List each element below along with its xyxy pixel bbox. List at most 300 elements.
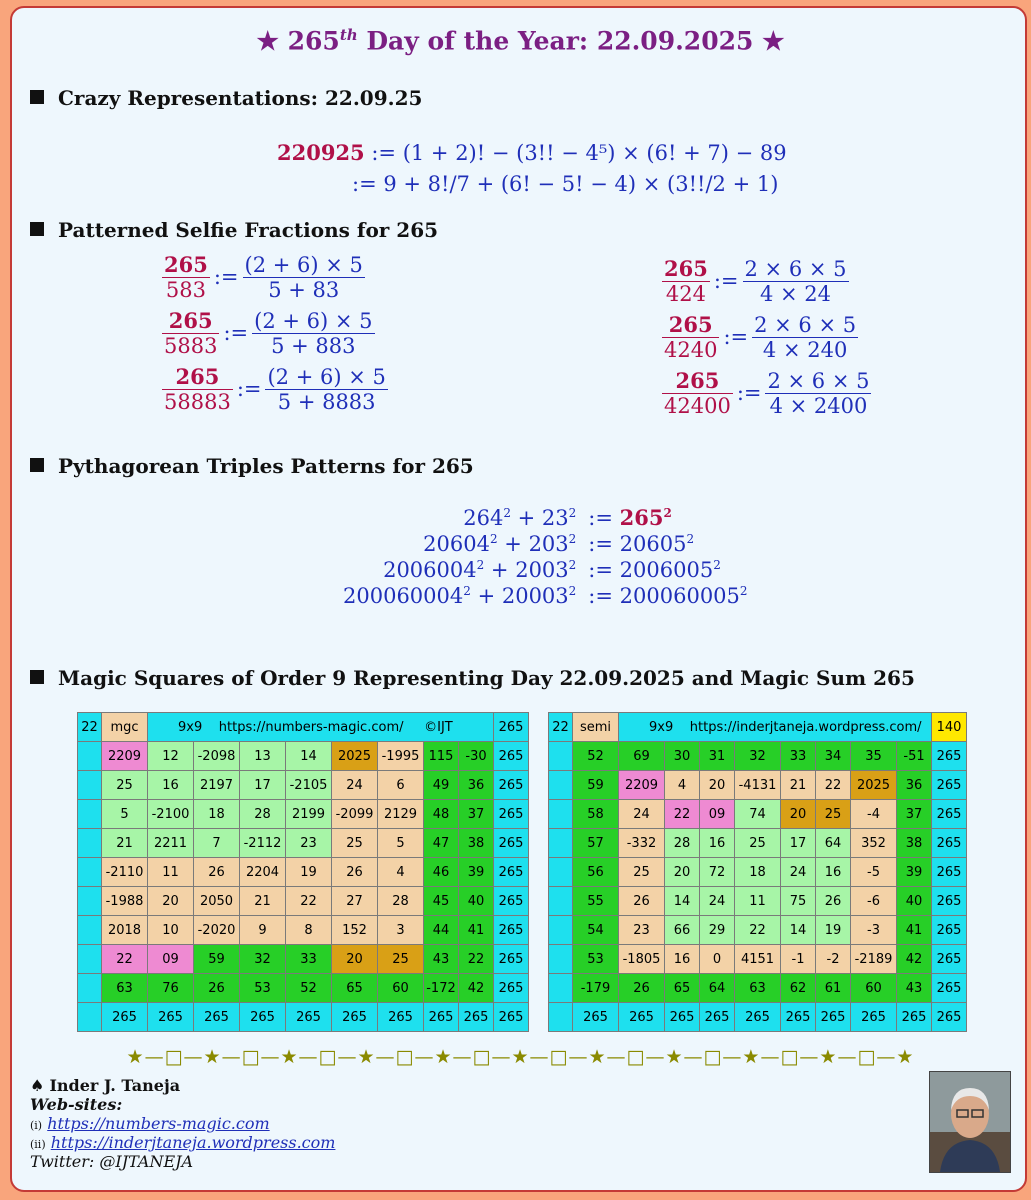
col-sum-cell: 265 <box>148 1003 194 1032</box>
square-row <box>78 771 529 800</box>
square-cell: 18 <box>194 800 240 829</box>
square-cell: 16 <box>148 771 194 800</box>
author-photo <box>929 1071 1011 1173</box>
square-cell: 22 <box>665 800 700 829</box>
square-cell: 39 <box>459 858 494 887</box>
left-margin-cell <box>78 945 102 974</box>
column-sum-row <box>78 1003 529 1032</box>
square-row <box>549 916 967 945</box>
square-cell: 58 <box>573 800 619 829</box>
square-cell: 64 <box>700 974 735 1003</box>
square-cell: 41 <box>897 916 932 945</box>
row-sum-cell: 265 <box>494 974 529 1003</box>
left-margin-cell <box>549 771 573 800</box>
square-cell: 25 <box>619 858 665 887</box>
square-cell: 65 <box>665 974 700 1003</box>
square-cell: 20 <box>665 858 700 887</box>
square-cell: 6 <box>378 771 424 800</box>
col-sum-cell: 265 <box>286 1003 332 1032</box>
square-cell: -2100 <box>148 800 194 829</box>
row-sum-cell: 265 <box>932 771 967 800</box>
square-row <box>549 829 967 858</box>
assign-symbol: := <box>236 377 262 401</box>
col-sum-cell: 265 <box>424 1003 459 1032</box>
row-sum-cell: 265 <box>494 887 529 916</box>
square-cell: 2209 <box>619 771 665 800</box>
square-cell: 43 <box>897 974 932 1003</box>
assign-symbol: := <box>723 325 749 349</box>
crazy-line-1: 220925 := (1 + 2)! − (3!! − 4⁵) × (6! + 7) − 89 <box>277 140 787 165</box>
left-margin-cell <box>549 858 573 887</box>
square-cell: 53 <box>573 945 619 974</box>
section-crazy-heading: Crazy Representations: 22.09.25 <box>30 86 422 110</box>
left-margin-cell <box>549 829 573 858</box>
pyth-lhs: $20604^2 + 203^2$ <box>423 532 577 556</box>
magic-square-1 <box>77 712 529 1032</box>
website-1-link[interactable]: https://numbers-magic.com <box>47 1114 270 1133</box>
square-cell: 59 <box>194 945 240 974</box>
square-cell: 22 <box>459 945 494 974</box>
square-cell: 29 <box>700 916 735 945</box>
left-margin-cell <box>78 742 102 771</box>
square-cell: 46 <box>424 858 459 887</box>
section-selfie-heading: Patterned Selfie Fractions for 265 <box>30 218 438 242</box>
square-cell: 17 <box>240 771 286 800</box>
square-cell: 13 <box>240 742 286 771</box>
header-cell: 9x9 https://inderjtaneja.wordpress.com/ <box>619 713 932 742</box>
row-sum-cell: 265 <box>932 858 967 887</box>
left-margin-cell <box>78 916 102 945</box>
row-sum-cell: 265 <box>932 945 967 974</box>
square-cell: 11 <box>148 858 194 887</box>
square-cell: 7 <box>194 829 240 858</box>
square-cell: -2112 <box>240 829 286 858</box>
assign-symbol: := <box>223 321 249 345</box>
col-sum-cell: 265 <box>194 1003 240 1032</box>
square-cell: 22 <box>286 887 332 916</box>
square-cell: 63 <box>735 974 781 1003</box>
square-cell: 35 <box>851 742 897 771</box>
assign-symbol: := <box>736 381 762 405</box>
square-cell: 2025 <box>851 771 897 800</box>
square-cell: -1988 <box>102 887 148 916</box>
row-sum-cell: 265 <box>932 829 967 858</box>
square-cell: 2209 <box>102 742 148 771</box>
square-cell: -2020 <box>194 916 240 945</box>
square-cell: 11 <box>735 887 781 916</box>
square-cell: 30 <box>665 742 700 771</box>
fraction-row <box>662 368 922 424</box>
bullet-square-icon <box>30 222 44 236</box>
pyth-rhs: := $2006005^2$ <box>588 558 721 582</box>
square-row <box>549 945 967 974</box>
tag-cell: semi <box>573 713 619 742</box>
left-margin-cell <box>78 1003 102 1032</box>
header-cell: 9x9 https://numbers-magic.com/ ©IJT <box>148 713 494 742</box>
square-cell: 66 <box>665 916 700 945</box>
square-cell: -1 <box>781 945 816 974</box>
col-sum-cell: 265 <box>665 1003 700 1032</box>
row-sum-cell: 265 <box>494 858 529 887</box>
square-cell: 54 <box>573 916 619 945</box>
square-row <box>549 800 967 829</box>
left-margin-cell <box>78 829 102 858</box>
square-cell: 2018 <box>102 916 148 945</box>
square-cell: 57 <box>573 829 619 858</box>
fraction-rhs: $\frac{2 \times 6 \times 5}{4 \times 2400}$ <box>767 368 870 418</box>
fraction-rhs: $\frac{(2 + 6) \times 5}{5 + 883}$ <box>254 308 373 358</box>
square-cell: -2098 <box>194 742 240 771</box>
left-margin-cell <box>549 800 573 829</box>
website-1: (i) https://numbers-magic.com <box>30 1114 270 1133</box>
square-cell: 24 <box>332 771 378 800</box>
column-sum-row <box>549 1003 967 1032</box>
square-cell: 18 <box>735 858 781 887</box>
square-cell: -30 <box>459 742 494 771</box>
fraction-row <box>162 308 422 364</box>
square-cell: 60 <box>378 974 424 1003</box>
square-cell: 75 <box>781 887 816 916</box>
square-cell: 72 <box>700 858 735 887</box>
square-cell: 20 <box>700 771 735 800</box>
square-cell: -2105 <box>286 771 332 800</box>
col-sum-cell: 265 <box>240 1003 286 1032</box>
magic-square-2 <box>548 712 967 1032</box>
fraction-lhs: $\frac{265}{5883}$ <box>164 308 218 358</box>
square-cell: 115 <box>424 742 459 771</box>
square-cell: 43 <box>424 945 459 974</box>
square-cell: 2129 <box>378 800 424 829</box>
fractions-right <box>662 256 922 424</box>
square-cell: 22 <box>735 916 781 945</box>
square-cell: 2050 <box>194 887 240 916</box>
bullet-square-icon <box>30 670 44 684</box>
section-pyth-heading: Pythagorean Triples Patterns for 265 <box>30 454 474 478</box>
square-cell: 37 <box>459 800 494 829</box>
square-row <box>549 742 967 771</box>
square-cell: 44 <box>424 916 459 945</box>
fraction-row <box>662 256 922 312</box>
square-cell: 38 <box>897 829 932 858</box>
square-row <box>78 887 529 916</box>
fraction-lhs: $\frac{265}{4240}$ <box>664 312 718 362</box>
square-cell: 22 <box>102 945 148 974</box>
row-sum-cell: 265 <box>494 742 529 771</box>
square-row <box>78 742 529 771</box>
square-cell: 14 <box>286 742 332 771</box>
square-row <box>549 974 967 1003</box>
square-cell: 10 <box>148 916 194 945</box>
fraction-lhs: $\frac{265}{42400}$ <box>664 368 731 418</box>
left-margin-cell <box>78 771 102 800</box>
pythagorean-row <box>337 531 754 557</box>
square-cell: 28 <box>665 829 700 858</box>
square-cell: 25 <box>332 829 378 858</box>
bullet-square-icon <box>30 458 44 472</box>
square-cell: 27 <box>332 887 378 916</box>
square-cell: 9 <box>240 916 286 945</box>
square-cell: 25 <box>816 800 851 829</box>
square-cell: 31 <box>700 742 735 771</box>
square-cell: 26 <box>816 887 851 916</box>
row-sum-cell: 265 <box>932 887 967 916</box>
square-cell: 26 <box>194 858 240 887</box>
bullet-square-icon <box>30 90 44 104</box>
fraction-lhs: $\frac{265}{424}$ <box>664 256 708 306</box>
square-cell: 4 <box>665 771 700 800</box>
fraction-rhs: $\frac{2 \times 6 \times 5}{4 \times 24}$ <box>744 256 847 306</box>
square-cell: 39 <box>897 858 932 887</box>
square-cell: 17 <box>781 829 816 858</box>
square-cell: 09 <box>700 800 735 829</box>
col-sum-cell: 265 <box>494 1003 529 1032</box>
pyth-rhs: := $265^2$ <box>588 505 672 530</box>
square-cell: 352 <box>851 829 897 858</box>
website-2-link[interactable]: https://inderjtaneja.wordpress.com <box>50 1133 336 1152</box>
square-cell: 5 <box>378 829 424 858</box>
square-cell: 37 <box>897 800 932 829</box>
square-row <box>78 800 529 829</box>
square-cell: 14 <box>665 887 700 916</box>
square-cell: -2110 <box>102 858 148 887</box>
square-row <box>78 858 529 887</box>
pythagorean-row <box>337 504 754 531</box>
square-cell: 76 <box>148 974 194 1003</box>
square-cell: 4 <box>378 858 424 887</box>
square-cell: 63 <box>102 974 148 1003</box>
square-cell: -3 <box>851 916 897 945</box>
square-cell: 26 <box>619 887 665 916</box>
row-sum-cell: 265 <box>932 916 967 945</box>
row-sum-cell: 265 <box>932 800 967 829</box>
square-cell: 42 <box>897 945 932 974</box>
square-cell: 2204 <box>240 858 286 887</box>
square-cell: 8 <box>286 916 332 945</box>
left-margin-cell <box>549 974 573 1003</box>
assign-symbol: := <box>213 265 239 289</box>
square-cell: 19 <box>286 858 332 887</box>
col-sum-cell: 265 <box>573 1003 619 1032</box>
fractions-left <box>162 252 422 420</box>
pyth-rhs: := $200060005^2$ <box>588 584 748 608</box>
square-cell: 23 <box>286 829 332 858</box>
left-margin-cell <box>78 858 102 887</box>
square-cell: 19 <box>816 916 851 945</box>
square-cell: 47 <box>424 829 459 858</box>
square-cell: 45 <box>424 887 459 916</box>
square-cell: 20 <box>332 945 378 974</box>
square-cell: 25 <box>378 945 424 974</box>
square-cell: 69 <box>619 742 665 771</box>
row-sum-cell: 265 <box>494 945 529 974</box>
square-cell: -2189 <box>851 945 897 974</box>
square-cell: 40 <box>897 887 932 916</box>
square-cell: 26 <box>332 858 378 887</box>
spade-icon: ♠ <box>30 1076 45 1095</box>
square-cell: 36 <box>459 771 494 800</box>
fraction-lhs: $\frac{265}{583}$ <box>164 252 208 302</box>
square-cell: 53 <box>240 974 286 1003</box>
col-sum-cell: 265 <box>781 1003 816 1032</box>
square-cell: 21 <box>781 771 816 800</box>
square-cell: 34 <box>816 742 851 771</box>
pyth-lhs: $200060004^2 + 20003^2$ <box>343 584 577 608</box>
square-cell: -172 <box>424 974 459 1003</box>
square-cell: 25 <box>102 771 148 800</box>
square-cell: 32 <box>735 742 781 771</box>
square-cell: 55 <box>573 887 619 916</box>
square-header-row <box>78 713 529 742</box>
fraction-rhs: $\frac{2 \times 6 \times 5}{4 \times 240}$ <box>754 312 857 362</box>
page-card <box>10 6 1027 1192</box>
col-sum-cell: 265 <box>619 1003 665 1032</box>
square-row <box>78 916 529 945</box>
square-cell: 64 <box>816 829 851 858</box>
square-header-row <box>549 713 967 742</box>
square-cell: 38 <box>459 829 494 858</box>
square-row <box>549 887 967 916</box>
corner-cell: 22 <box>549 713 573 742</box>
square-cell: 26 <box>194 974 240 1003</box>
pythagorean-row <box>337 583 754 609</box>
square-cell: 49 <box>424 771 459 800</box>
square-cell: -4 <box>851 800 897 829</box>
fraction-lhs: $\frac{265}{58883}$ <box>164 364 231 414</box>
left-margin-cell <box>78 974 102 1003</box>
fraction-row <box>662 312 922 368</box>
col-sum-cell: 265 <box>897 1003 932 1032</box>
square-cell: 0 <box>700 945 735 974</box>
square-cell: 16 <box>665 945 700 974</box>
left-margin-cell <box>549 1003 573 1032</box>
square-cell: 24 <box>700 887 735 916</box>
square-cell: -5 <box>851 858 897 887</box>
square-cell: -1805 <box>619 945 665 974</box>
author-block <box>30 1076 335 1171</box>
square-row <box>78 974 529 1003</box>
square-cell: 25 <box>735 829 781 858</box>
square-cell: 40 <box>459 887 494 916</box>
corner-cell: 22 <box>78 713 102 742</box>
square-row <box>549 771 967 800</box>
square-cell: 2211 <box>148 829 194 858</box>
fraction-rhs: $\frac{(2 + 6) \times 5}{5 + 8883}$ <box>267 364 386 414</box>
square-cell: 21 <box>102 829 148 858</box>
square-cell: 16 <box>816 858 851 887</box>
row-sum-cell: 265 <box>494 829 529 858</box>
square-cell: 28 <box>240 800 286 829</box>
pythagorean-table <box>337 504 754 609</box>
square-cell: 52 <box>286 974 332 1003</box>
col-sum-cell: 265 <box>735 1003 781 1032</box>
pythagorean-row <box>337 557 754 583</box>
col-sum-cell: 265 <box>816 1003 851 1032</box>
tag-cell: mgc <box>102 713 148 742</box>
square-cell: 2025 <box>332 742 378 771</box>
square-cell: 59 <box>573 771 619 800</box>
col-sum-cell: 265 <box>332 1003 378 1032</box>
square-cell: 61 <box>816 974 851 1003</box>
left-margin-cell <box>549 742 573 771</box>
square-cell: -2 <box>816 945 851 974</box>
col-sum-cell: 265 <box>102 1003 148 1032</box>
fraction-row <box>162 252 422 308</box>
left-margin-cell <box>78 887 102 916</box>
square-cell: 12 <box>148 742 194 771</box>
square-cell: 36 <box>897 771 932 800</box>
sum-cell: 140 <box>932 713 967 742</box>
square-cell: 16 <box>700 829 735 858</box>
star-divider: ★—□—★—□—★—□—★—□—★—□—★—□—★—□—★—□—★—□—★—□—★ <box>126 1046 915 1068</box>
col-sum-cell: 265 <box>378 1003 424 1032</box>
square-cell: 52 <box>573 742 619 771</box>
square-cell: 41 <box>459 916 494 945</box>
square-cell: 20 <box>148 887 194 916</box>
row-sum-cell: 265 <box>932 742 967 771</box>
square-cell: 4151 <box>735 945 781 974</box>
square-cell: -1995 <box>378 742 424 771</box>
fraction-row <box>162 364 422 420</box>
square-cell: 2197 <box>194 771 240 800</box>
square-cell: 5 <box>102 800 148 829</box>
pyth-lhs: $264^2 + 23^2$ <box>463 505 577 530</box>
row-sum-cell: 265 <box>494 771 529 800</box>
row-sum-cell: 265 <box>494 800 529 829</box>
col-sum-cell: 265 <box>932 1003 967 1032</box>
square-row <box>549 858 967 887</box>
square-cell: 28 <box>378 887 424 916</box>
col-sum-cell: 265 <box>700 1003 735 1032</box>
square-row <box>78 945 529 974</box>
square-row <box>78 829 529 858</box>
square-cell: 33 <box>286 945 332 974</box>
col-sum-cell: 265 <box>851 1003 897 1032</box>
sum-cell: 265 <box>494 713 529 742</box>
twitter-handle: Twitter: @IJTANEJA <box>30 1152 194 1171</box>
square-cell: 152 <box>332 916 378 945</box>
square-cell: 32 <box>240 945 286 974</box>
website-2: (ii) https://inderjtaneja.wordpress.com <box>30 1133 336 1152</box>
square-cell: 24 <box>781 858 816 887</box>
pyth-lhs: $2006004^2 + 2003^2$ <box>383 558 577 582</box>
square-cell: 62 <box>781 974 816 1003</box>
square-cell: 74 <box>735 800 781 829</box>
square-cell: 14 <box>781 916 816 945</box>
left-margin-cell <box>78 800 102 829</box>
fraction-rhs: $\frac{(2 + 6) \times 5}{5 + 83}$ <box>244 252 363 302</box>
square-cell: 3 <box>378 916 424 945</box>
square-cell: 22 <box>816 771 851 800</box>
square-cell: 21 <box>240 887 286 916</box>
square-cell: -332 <box>619 829 665 858</box>
square-cell: -179 <box>573 974 619 1003</box>
square-cell: -4131 <box>735 771 781 800</box>
pyth-rhs: := $20605^2$ <box>588 532 695 556</box>
crazy-line-2: := 9 + 8!/7 + (6! − 5! − 4) × (3!!/2 + 1) <box>352 172 779 196</box>
col-sum-cell: 265 <box>459 1003 494 1032</box>
square-cell: 33 <box>781 742 816 771</box>
square-cell: -51 <box>897 742 932 771</box>
left-margin-cell <box>549 945 573 974</box>
square-cell: 23 <box>619 916 665 945</box>
section-magic-heading: Magic Squares of Order 9 Representing Day 22.09.2025 and Magic Sum 265 <box>30 666 915 690</box>
square-cell: 20 <box>781 800 816 829</box>
left-margin-cell <box>549 887 573 916</box>
square-cell: -2099 <box>332 800 378 829</box>
row-sum-cell: 265 <box>932 974 967 1003</box>
square-cell: 56 <box>573 858 619 887</box>
square-cell: 60 <box>851 974 897 1003</box>
